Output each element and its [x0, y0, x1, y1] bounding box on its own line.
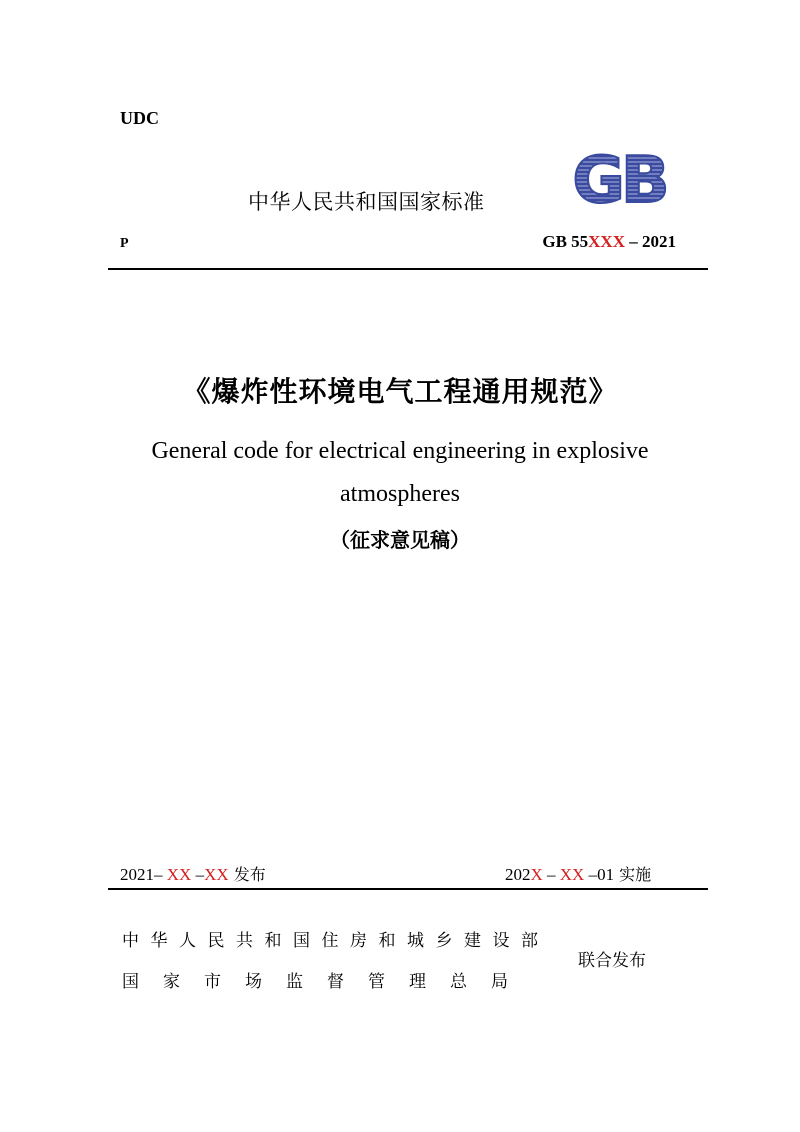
publish-sep: – [191, 865, 205, 884]
bottom-divider [108, 888, 708, 890]
implement-sep2: –01 [584, 865, 615, 884]
implement-label: 实施 [614, 865, 652, 884]
implement-month: XX [559, 865, 585, 884]
title-english-line1: General code for electrical engineering in explosive [151, 438, 649, 464]
implement-date [505, 862, 651, 885]
implement-sep1: – [542, 865, 560, 884]
publish-label: 发布 [228, 865, 266, 884]
title-english-line2: atmospheres [340, 481, 460, 507]
gb-logo [560, 148, 678, 210]
udc-label: UDC [120, 108, 159, 128]
publish-date [120, 862, 266, 885]
top-divider [108, 268, 708, 270]
issuer-administration: 国家市场监督管理总局 [122, 972, 532, 992]
classification-code: P [120, 236, 129, 251]
logo-text: GB [572, 148, 666, 210]
draft-note: （征求意见稿） [330, 528, 470, 552]
publish-month: XX [166, 865, 192, 884]
implement-year: 202 [505, 865, 531, 884]
standard-type: 中华人民共和国国家标准 [248, 190, 485, 214]
code-year: – 2021 [625, 232, 676, 251]
code-prefix: GB 55 [542, 232, 589, 251]
title-chinese: 《爆炸性环境电气工程通用规范》 [182, 375, 618, 408]
publish-day: XX [204, 865, 229, 884]
standard-code [542, 232, 676, 252]
code-number-placeholder: XXX [588, 232, 625, 251]
issuer-ministry: 中华人民共和国住房和城乡建设部 [122, 931, 550, 951]
implement-year-red: X [530, 865, 543, 884]
publish-year: 2021– [120, 865, 167, 884]
joint-publish-label: 联合发布 [578, 951, 646, 971]
